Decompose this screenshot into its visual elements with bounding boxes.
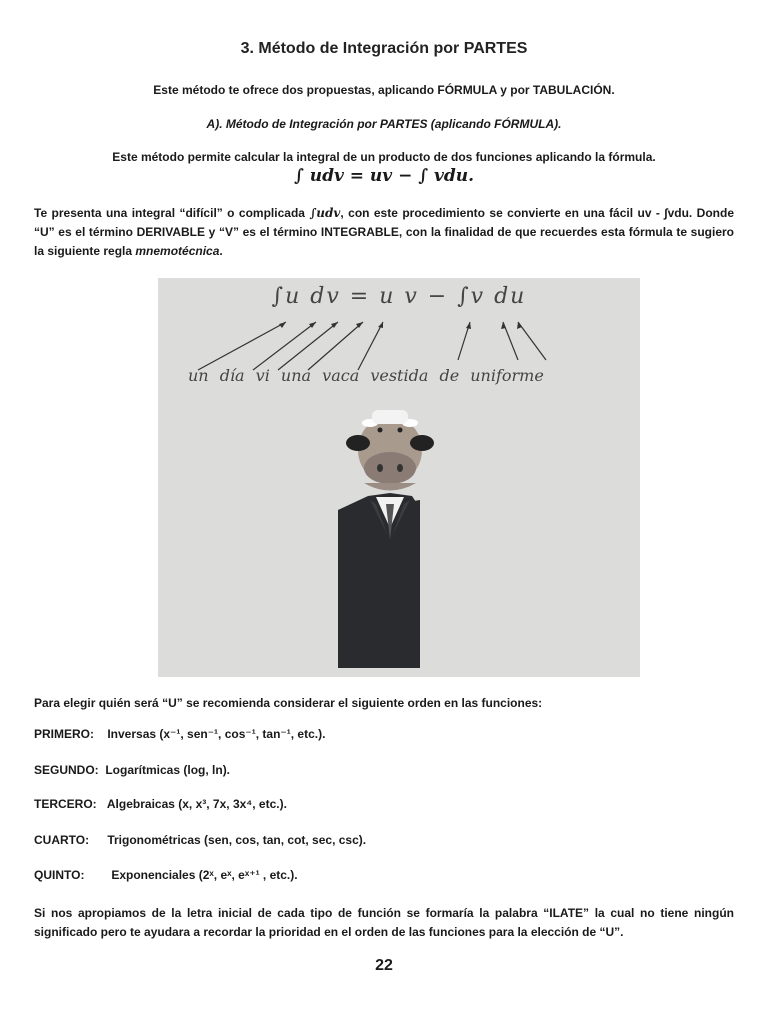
integral-expression: ∫udv <box>309 206 341 220</box>
choose-u-text: Para elegir quién será “U” se recomienda considerar el siguiente orden en las funciones: <box>34 696 543 710</box>
figure-formula: ∫u dv = u v − ∫v du <box>271 284 527 309</box>
explanation-part1: Te presenta una integral “difícil” o complicada <box>34 206 310 220</box>
order-text: Inversas (x⁻¹, sen⁻¹, cos⁻¹, tan⁻¹, etc.). <box>107 727 326 741</box>
order-label: SEGUNDO: <box>34 763 99 777</box>
intro-text: Este método te ofrece dos propuestas, aplicando FÓRMULA y por TABULACIÓN. <box>153 83 615 97</box>
explanation-part2: , con este procedimiento se convierte en una fácil uv - ∫vdu. Donde “U” es el término DERIVABLE y “V” es el término INTEGRABLE, con la finalidad de que recuerdes esta fórmula te sugiero la siguiente regla <box>34 206 734 258</box>
cow-head <box>346 410 434 491</box>
parts-formula: ∫ udv = uv − ∫ vdu. <box>293 166 475 186</box>
section-subheading: A). Método de Integración por PARTES (aplicando FÓRMULA). <box>206 117 562 131</box>
order-label: TERCERO: <box>34 797 97 811</box>
suit-body <box>338 493 420 668</box>
explanation-paragraph <box>34 204 734 261</box>
order-text: Exponenciales (2ˣ, eˣ, eˣ⁺¹ , etc.). <box>111 868 298 882</box>
page-number: 22 <box>375 957 393 974</box>
mnemonic-arrows <box>198 322 546 370</box>
order-label: CUARTO: <box>34 833 90 847</box>
method-description: Este método permite calcular la integral de un producto de dos funciones aplicando la fórmula. <box>112 150 656 164</box>
page-title: 3. Método de Integración por PARTES <box>240 40 528 57</box>
order-text: Trigonométricas (sen, cos, tan, cot, sec, csc). <box>107 833 367 847</box>
explanation-part3: . <box>219 244 223 258</box>
order-item-fourth <box>34 833 366 847</box>
order-text: Logarítmicas (log, ln). <box>105 763 231 777</box>
order-item-second <box>34 763 230 777</box>
mnemonic-figure <box>158 278 640 677</box>
order-text: Algebraicas (x, x³, 7x, 3x⁴, etc.). <box>106 797 287 811</box>
cow-in-suit-illustration <box>158 278 640 677</box>
order-item-third <box>34 797 287 811</box>
order-item-fifth <box>34 868 298 882</box>
figure-mnemonic-phrase: un día vi una vaca vestida de uniforme <box>188 366 544 385</box>
mnemonic-word: mnemotécnica <box>135 244 220 258</box>
order-label: PRIMERO: <box>34 727 94 741</box>
ilate-paragraph: Si nos apropiamos de la letra inicial de cada tipo de función se formaría la palabra “ILATE” la cual no tiene ningún significado pero te ayudara a recordar la prioridad en el orden de las funciones para la elección de “U”. <box>34 906 734 939</box>
order-item-first <box>34 727 325 741</box>
order-label: QUINTO: <box>34 868 85 882</box>
